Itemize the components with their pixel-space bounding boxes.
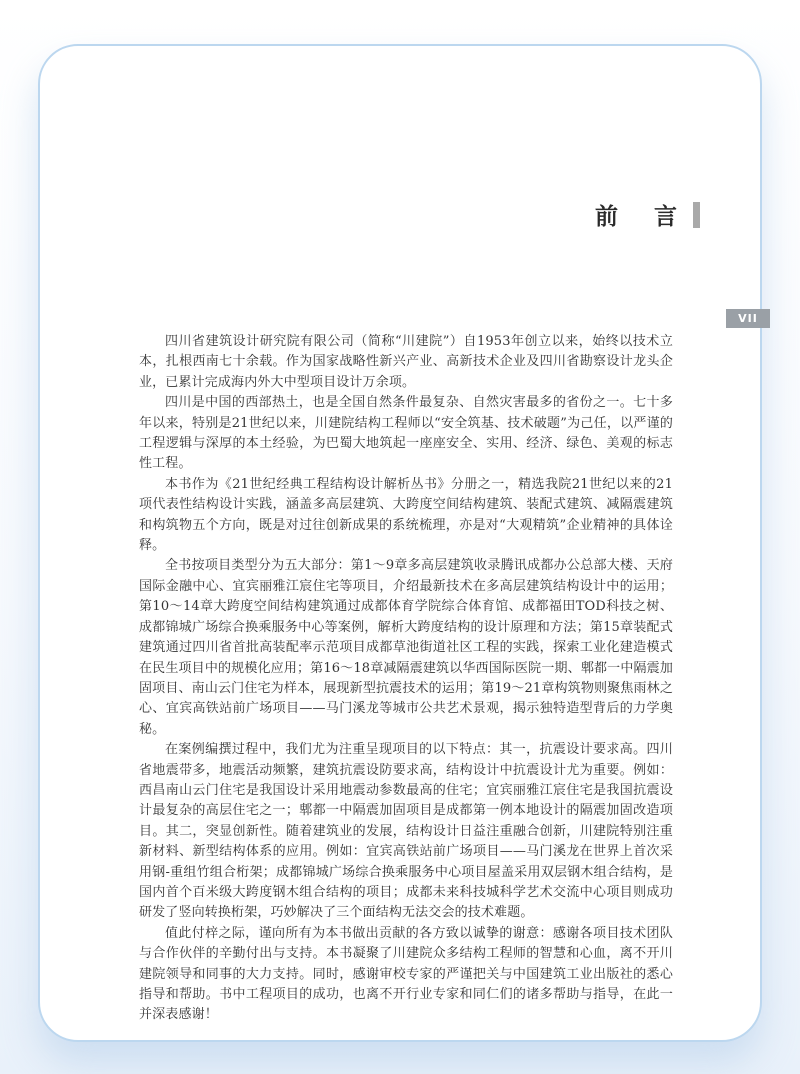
preface-body (139, 332, 673, 1026)
title-accent-bar (693, 202, 700, 228)
paragraph: 在案例编撰过程中，我们尤为注重呈现项目的以下特点：其一，抗震设计要求高。四川省地震带多，地震活动频繁，建筑抗震设防要求高，结构设计中抗震设计尤为重要。例如：西昌南山云门住宅是我国设计采用地震动参数最高的住宅；宜宾丽雅江宸住宅是我国抗震设计最复杂的高层住宅之一；郫都一中隔震加固项目是成都第一例本地设计的隔震加固改造项目。其二，突显创新性。随着建筑业的发展，结构设计日益注重融合创新，川建院特别注重新材料、新型结构体系的应用。例如：宜宾高铁站前广场项目——马门溪龙在世界上首次采用钢-重组竹组合桁架；成都锦城广场综合换乘服务中心项目屋盖采用双层钢木组合结构，是国内首个百米级大跨度钢木组合结构的项目；成都未来科技城科学艺术交流中心项目则成功研发了竖向转换桁架，巧妙解决了三个面结构无法交会的技术难题。 (139, 742, 673, 921)
paragraph: 四川省建筑设计研究院有限公司（简称“川建院”）自1953年创立以来，始终以技术立本，扎根西南七十余载。作为国家战略性新兴产业、高新技术企业及四川省勘察设计龙头企业，已累计完成海内外大中型项目设计万余项。 (139, 334, 673, 390)
page-number-tab: VII (726, 309, 770, 328)
paragraph: 本书作为《21世纪经典工程结构设计解析丛书》分册之一，精选我院21世纪以来的21项代表性结构设计实践，涵盖多高层建筑、大跨度空间结构建筑、装配式建筑、减隔震建筑和构筑物五个方向，既是对过往创新成果的系统梳理，亦是对“大观精筑”企业精神的具体诠释。 (139, 476, 673, 554)
title-block (595, 198, 700, 231)
paragraph: 全书按项目类型分为五大部分：第1～9章多高层建筑收录腾讯成都办公总部大楼、天府国际金融中心、宜宾丽雅江宸住宅等项目，介绍最新技术在多高层建筑结构设计中的运用；第10～14章大跨度空间结构建筑通过成都体育学院综合体育馆、成都福田TOD科技之树、成都锦城广场综合换乘服务中心等案例，解析大跨度结构的设计原理和方法；第15章装配式建筑通过四川省首批高装配率示范项目成都草池街道社区工程的实践，探索工业化建造模式在民生项目中的规模化应用；第16～18章减隔震建筑以华西国际医院一期、郫都一中隔震加固项目、南山云门住宅为样本，展现新型抗震技术的运用；第19～21章构筑物则聚焦雨林之心、宜宾高铁站前广场项目——马门溪龙等城市公共艺术景观，揭示独特造型背后的力学奥秘。 (139, 558, 673, 737)
page-title: 前 言 (594, 204, 691, 230)
paragraph: 值此付梓之际，谨向所有为本书做出贡献的各方致以诚挚的谢意：感谢各项目技术团队与合作伙伴的辛勤付出与支持。本书凝聚了川建院众多结构工程师的智慧和心血，离不开川建院领导和同事的大力支持。同时，感谢审校专家的严谨把关与中国建筑工业出版社的悉心指导和帮助。书中工程项目的成功，也离不开行业专家和同仁们的诸多帮助与指导，在此一并深表感谢！ (139, 925, 673, 1023)
paragraph: 四川是中国的西部热土，也是全国自然条件最复杂、自然灾害最多的省份之一。七十多年以来，特别是21世纪以来，川建院结构工程师以“安全筑基、技术破题”为己任，以严谨的工程逻辑与深厚的本土经验，为巴蜀大地筑起一座座安全、实用、经济、绿色、美观的标志性工程。 (139, 395, 673, 472)
